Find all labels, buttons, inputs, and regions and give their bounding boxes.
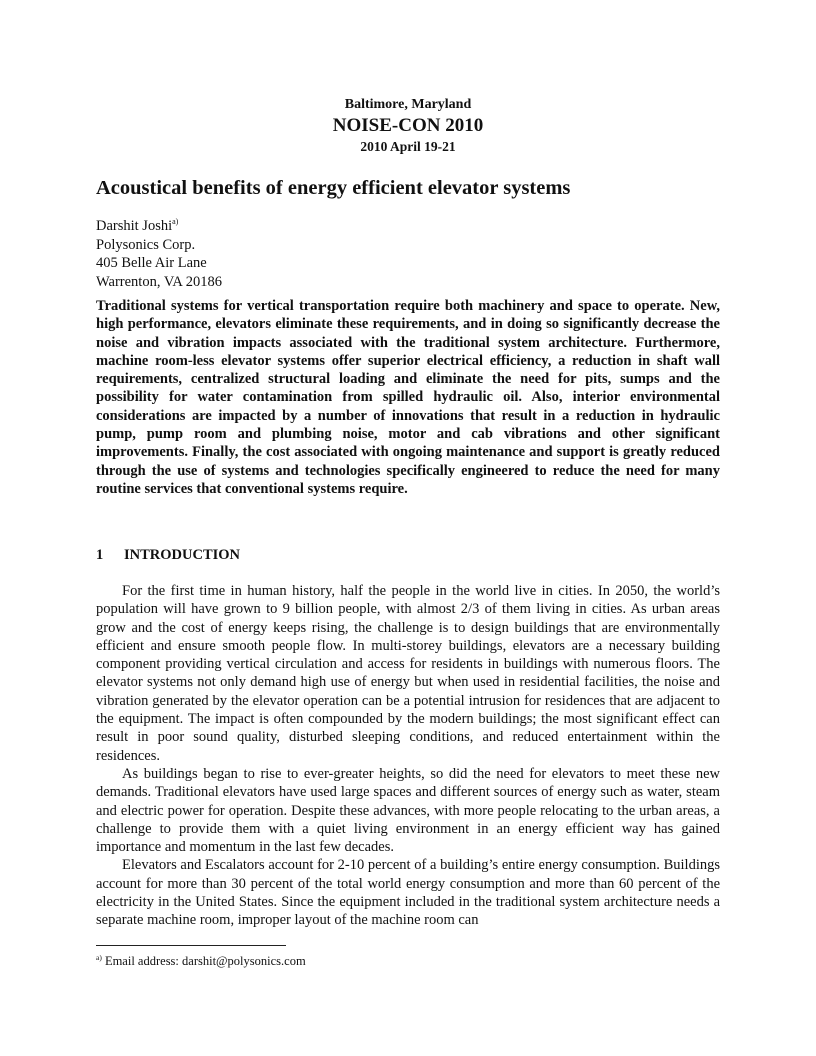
author-address-line2: Warrenton, VA 20186 (96, 273, 222, 290)
body-paragraph: Elevators and Escalators account for 2-10 percent of a building’s entire energy consumption. Buildings account for more than 30 percent of the total world energy consumption and more than 60 percent of the electricity in the United States. Since the equipment included in the traditional system architecture needs a separate machine room, improper layout of the machine room can (96, 857, 720, 929)
body-paragraph: As buildings began to rise to ever-greater heights, so did the need for elevators to meet these new demands. Traditional elevators have used large spaces and different sources of energy such as water, steam and electric power for operation. Despite these advances, with more people relocating to the urban areas, a challenge to provide them with a quiet living environment in an energy efficient way has gained importance and momentum in the last few decades. (96, 765, 720, 856)
conference-dates: 2010 April 19-21 (360, 139, 456, 154)
footnote-mark: a) (96, 952, 102, 962)
author-block (96, 217, 496, 291)
abstract: Traditional systems for vertical transportation require both machinery and space to operate. New, high performance, elevators eliminate these requirements, and in doing so significantly decrease the noise and vibration impacts associated with the traditional system architecture. Furthermore, machine room-less elevator systems offer superior electrical efficiency, a reduction in shaft wall requirements, centralized structural loading and eliminate the need for pits, sumps and the possibility for water contamination from spilled hydraulic oil. Also, interior environmental considerations are impacted by a number of innovations that result in a reduction in hydraulic pump, pump room and plumbing noise, motor and cab vibrations and other significant improvements. Finally, the cost associated with ongoing maintenance and support is greatly reduced through the use of systems and technologies specifically engineered to reduce the need for many routine services that conventional systems require. (96, 298, 720, 497)
conference-location: Baltimore, Maryland (344, 97, 472, 112)
paper-title: Acoustical benefits of energy efficient elevator systems (96, 177, 571, 199)
section-title: INTRODUCTION (124, 547, 241, 563)
author-address-line1: 405 Belle Air Lane (96, 255, 207, 271)
author-line (96, 217, 496, 236)
body-paragraph: For the first time in human history, half the people in the world live in cities. In 2050, the world’s population will have grown to 9 billion people, with almost 2/3 of them living in cities. As urban areas grow and the cost of energy keeps rising, the challenge is to design buildings that are environmentally efficient and ensure smooth people flow. In multi-storey buildings, elevators are a necessary building component providing vertical circulation and access for residents in buildings with numerous floors. The elevator systems not only demand high use of energy but when used in residential facilities, the noise and vibration generated by the elevator operation can be a potential intrusion for residences that are adjacent to the equipment. The impact is often compounded by the modern buildings; the most significant effect can result in poor sound quality, disturbed sleeping conditions, and reduced entertainment within the residences. (96, 583, 720, 764)
body-text (96, 582, 720, 930)
conference-name: NOISE-CON 2010 (332, 115, 484, 136)
section-heading (96, 546, 496, 564)
footnote-text: Email address: darshit@polysonics.com (101, 954, 306, 968)
footnote (96, 953, 596, 969)
author-footnote-mark: a) (172, 217, 179, 227)
footnote-divider (96, 945, 286, 946)
author-affiliation: Polysonics Corp. (96, 236, 196, 253)
author-name: Darshit Joshi (96, 218, 173, 234)
section-number: 1 (96, 547, 104, 563)
conference-header (96, 96, 720, 155)
